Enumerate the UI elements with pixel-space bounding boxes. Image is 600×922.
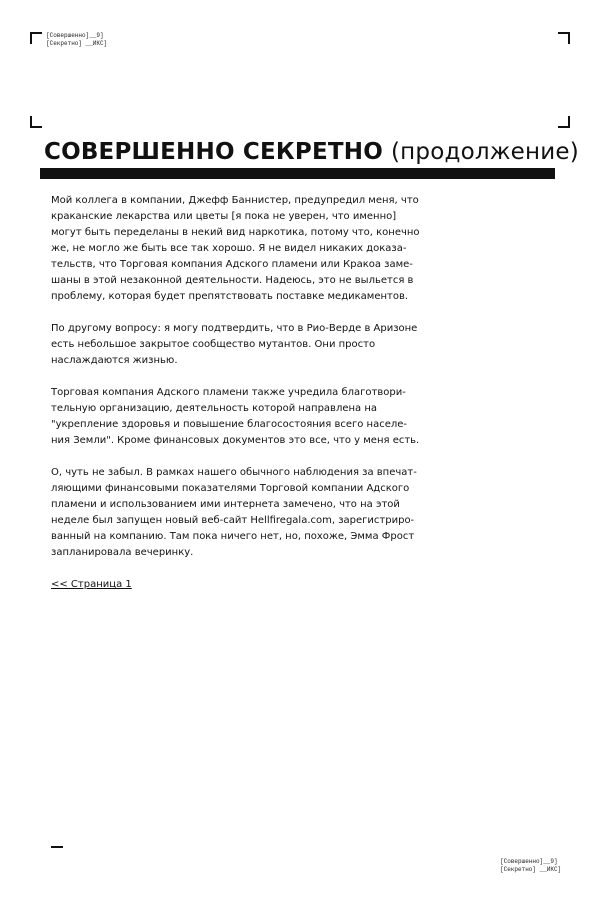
header-classification-label bbox=[46, 32, 107, 48]
page-title-subtitle: (продолжение) bbox=[390, 139, 579, 165]
page-title-main: СОВЕРШЕННО СЕКРЕТНО bbox=[44, 139, 383, 165]
paragraph-1: Мой коллега в компании, Джефф Баннистер, предупредил меня, что краканские лекарства или цветы [я пока не уверен, что именно] могут быть переделаны в некий вид наркотика, потому что, конечно же, не могло же быть все так хорошо. Я не видел никаких доказа- тельств, что Торговая компания Адского пламени или Кракоа заме- шаны в этой незаконной деятельности. Надеюсь, это не выльется в проблему, которая будет препятствовать поставке медикаментов. bbox=[51, 195, 420, 302]
page-title bbox=[44, 138, 579, 166]
previous-page-link[interactable]: << Страница 1 bbox=[51, 579, 132, 590]
crop-mark-mid-left bbox=[30, 126, 42, 128]
footer-classification-line-1: [Совершенно]__9] bbox=[500, 858, 558, 865]
crop-mark-mid-right bbox=[558, 126, 570, 128]
document-body bbox=[51, 193, 423, 593]
header-classification-line-1: [Совершенно]__9] bbox=[46, 32, 104, 39]
bottom-dash-mark bbox=[51, 846, 63, 848]
title-underline-bar bbox=[40, 168, 555, 179]
paragraph-3: Торговая компания Адского пламени также учредила благотвори- тельную организацию, деятельность которой направлена на "укрепление здоровья и повышение благосостояния всего населе- ния Земли". Кроме финансовых документов это все, что у меня есть. bbox=[51, 387, 420, 446]
footer-classification-label bbox=[500, 858, 561, 874]
paragraph-4: О, чуть не забыл. В рамках нашего обычного наблюдения за впечат- ляющими финансовыми показателями Торговой компании Адского пламени и использованием ими интернета замечено, что на этой неделе был запущен новый веб-сайт Hellfiregala.com, зарегистриро- ванный на компанию. Там пока ничего нет, но, похоже, Эмма Фрост запланировала вечеринку. bbox=[51, 467, 417, 558]
paragraph-2: По другому вопросу: я могу подтвердить, что в Рио-Верде в Аризоне есть небольшое закрытое сообщество мутантов. Они просто наслаждаются жизнью. bbox=[51, 323, 418, 366]
crop-mark-top-right bbox=[568, 32, 570, 44]
crop-mark-top-left bbox=[30, 32, 32, 44]
header-classification-line-2: [Секретно] __ИКС] bbox=[46, 40, 108, 47]
footer-classification-line-2: [Секретно] __ИКС] bbox=[500, 866, 562, 873]
